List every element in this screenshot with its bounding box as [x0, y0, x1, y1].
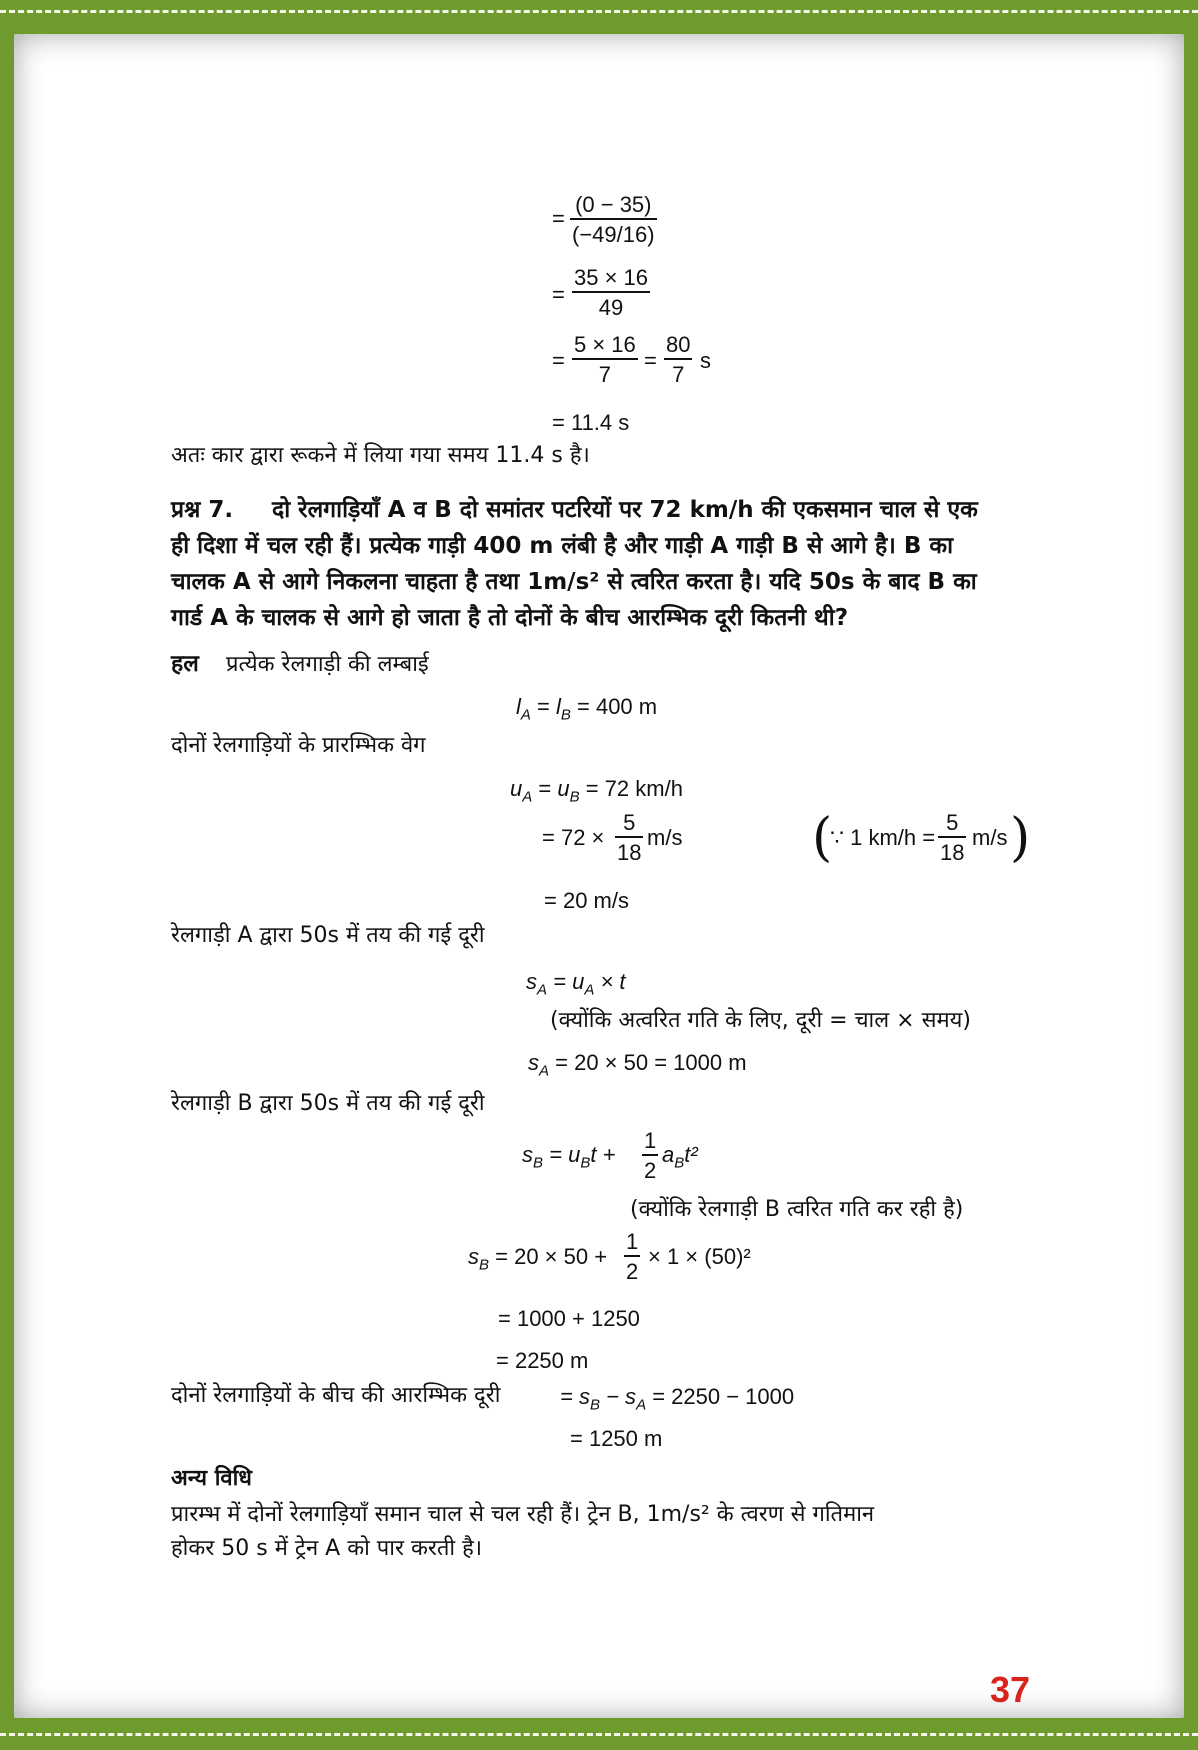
initial-distance-text: दोनों रेलगाड़ियों के बीच की आरम्भिक दूरी — [171, 1383, 501, 1408]
init-sub-a: A — [636, 1396, 647, 1414]
vel-u-b: u — [557, 776, 570, 801]
note-numerator: 5 — [938, 810, 966, 838]
sB-result: = 2250 m — [496, 1348, 589, 1373]
eq1-numerator: (0 − 35) — [570, 192, 657, 220]
eq2-denominator: 49 — [598, 295, 624, 320]
sB-acc-term — [662, 1142, 698, 1176]
sA-val-s: s — [528, 1050, 539, 1075]
length-l-a: l — [516, 694, 521, 719]
sB-val-mid: = 20 × 50 + — [489, 1244, 608, 1269]
sB-val-sub: B — [479, 1256, 490, 1274]
alternate-line-1: प्रारम्भ में दोनों रेलगाड़ियाँ समान चाल से चल रही हैं। ट्रेन B, 1m/s² के त्वरण से गतिमान — [171, 1502, 875, 1527]
distance-b-text: रेलगाड़ी B द्वारा 50s में तय की गई दूरी — [171, 1091, 485, 1116]
vel-line2-numerator: 5 — [615, 810, 643, 838]
note-unit: m/s — [972, 825, 1008, 850]
sA-sub: A — [537, 981, 548, 999]
vel-line2-fraction — [615, 810, 643, 866]
question-line-1: दो रेलगाड़ियाँ A व B दो समांतर पटरियों पर 72 km/h की एकसमान चाल से एक — [272, 497, 978, 523]
length-equation — [516, 694, 657, 728]
distance-a-text: रेलगाड़ी A द्वारा 50s में तय की गई दूरी — [171, 923, 485, 948]
length-sub-a: A — [520, 706, 531, 724]
sA-sub2: A — [584, 981, 595, 999]
note-right-paren: ) — [1010, 808, 1031, 868]
sB-sum: = 1000 + 1250 — [498, 1306, 640, 1331]
eq3-denominator-2: 7 — [672, 362, 685, 387]
init-rhs: = 2250 − 1000 — [646, 1384, 795, 1409]
note-left-paren: ( — [812, 808, 833, 868]
init-s-b: = s — [560, 1384, 590, 1409]
sA-equation — [526, 969, 626, 1003]
alternate-line-2: होकर 50 s में ट्रेन A को पार करती है। — [171, 1536, 483, 1561]
eq3-denominator: 7 — [598, 362, 612, 387]
conclusion-text: अतः कार द्वारा रूकने में लिया गया समय 11.4 s है। — [171, 443, 590, 468]
vel-line2-unit: m/s — [647, 825, 683, 850]
init-minus: − s — [599, 1384, 637, 1409]
question-line-2: ही दिशा में चल रही हैं। प्रत्येक गाड़ी 400 m लंबी है और गाड़ी A गाड़ी B से आगे है। B का — [171, 533, 954, 559]
note-pre: ∵ 1 km/h = — [830, 825, 936, 850]
length-mid: = — [530, 694, 556, 719]
question-label: प्रश्न 7. — [171, 497, 234, 523]
length-l-b: l — [555, 694, 561, 719]
eq1-denominator: (−49/16) — [572, 222, 655, 247]
sB-sub3: B — [674, 1154, 685, 1172]
sB-mid: = u — [543, 1142, 581, 1167]
sB-sub: B — [533, 1154, 544, 1172]
eq3-fraction — [572, 332, 638, 388]
eq1-equals: = — [552, 206, 565, 231]
solution-label: हल — [171, 651, 199, 677]
vel-rhs: = 72 km/h — [579, 776, 683, 801]
vel-line2-pre: = 72 × — [542, 825, 605, 850]
init-sub-b: B — [589, 1396, 600, 1414]
vel-sub-b: B — [569, 788, 580, 806]
sB-value-equation — [468, 1244, 607, 1278]
eq2-numerator: 35 × 16 — [572, 265, 650, 293]
sB-fraction — [642, 1128, 658, 1184]
eq3-numerator: 5 × 16 — [572, 332, 638, 360]
vel-sub-a: A — [522, 788, 533, 806]
initial-distance-equation — [560, 1384, 794, 1418]
sB-equation — [522, 1142, 615, 1176]
eq3-numerator-2: 80 — [664, 332, 692, 360]
sA-val-rhs: = 20 × 50 = 1000 m — [549, 1050, 747, 1075]
sB-val-numerator: 1 — [624, 1229, 640, 1257]
eq1-fraction — [570, 192, 657, 248]
sB-a: a — [662, 1142, 675, 1167]
velocity-result: = 20 m/s — [544, 888, 629, 913]
eq3-mid-equals: = — [644, 348, 657, 373]
sA-note: (क्योंकि अत्वरित गति के लिए, दूरी = चाल × समय) — [550, 1008, 971, 1033]
page-number: 37 — [990, 1669, 1031, 1710]
sA-rhs: × t — [594, 969, 626, 994]
question-line-4: गार्ड A के चालक से आगे हो जाता है तो दोनों के बीच आरम्भिक दूरी कितनी थी? — [171, 605, 849, 631]
sA-mid: = u — [547, 969, 585, 994]
length-text: प्रत्येक रेलगाड़ी की लम्बाई — [226, 652, 429, 677]
eq3-unit: s — [700, 348, 711, 373]
length-sub-b: B — [560, 706, 571, 724]
sB-val-denominator: 2 — [626, 1259, 639, 1284]
sB-numerator: 1 — [642, 1128, 658, 1156]
eq3-fraction-2 — [664, 332, 692, 388]
sB-t: t + — [590, 1142, 616, 1167]
sB-val-s: s — [468, 1244, 479, 1269]
sB-val-fraction — [624, 1229, 640, 1285]
sB-val-rhs: × 1 × (50)² — [648, 1244, 751, 1269]
vel-u-a: u — [510, 776, 523, 801]
sA-value-equation — [528, 1050, 747, 1084]
question-line-3: चालक A से आगे निकलना चाहता है तथा 1m/s² से त्वरित करता है। यदि 50s के बाद B का — [171, 569, 977, 595]
sA-val-sub: A — [539, 1062, 550, 1080]
velocity-text: दोनों रेलगाड़ियों के प्रारम्भिक वेग — [171, 733, 426, 758]
sB-t2: t² — [684, 1142, 698, 1167]
eq2-equals: = — [552, 282, 565, 307]
length-rhs: = 400 m — [570, 694, 658, 719]
sB-denominator: 2 — [644, 1158, 657, 1183]
sB-sub2: B — [580, 1154, 591, 1172]
initial-distance-result: = 1250 m — [570, 1426, 663, 1451]
sB-s: s — [522, 1142, 533, 1167]
eq4: = 11.4 s — [552, 410, 630, 435]
vel-mid: = — [532, 776, 558, 801]
sB-note: (क्योंकि रेलगाड़ी B त्वरित गति कर रही है) — [630, 1197, 964, 1222]
note-fraction — [938, 810, 966, 866]
eq3-equals: = — [552, 348, 565, 373]
vel-line2-denominator: 18 — [617, 840, 642, 865]
sA-s: s — [526, 969, 537, 994]
eq2-fraction — [572, 265, 650, 321]
note-denominator: 18 — [940, 840, 965, 865]
velocity-equation — [510, 776, 683, 810]
alternate-heading: अन्य विधि — [171, 1466, 252, 1491]
